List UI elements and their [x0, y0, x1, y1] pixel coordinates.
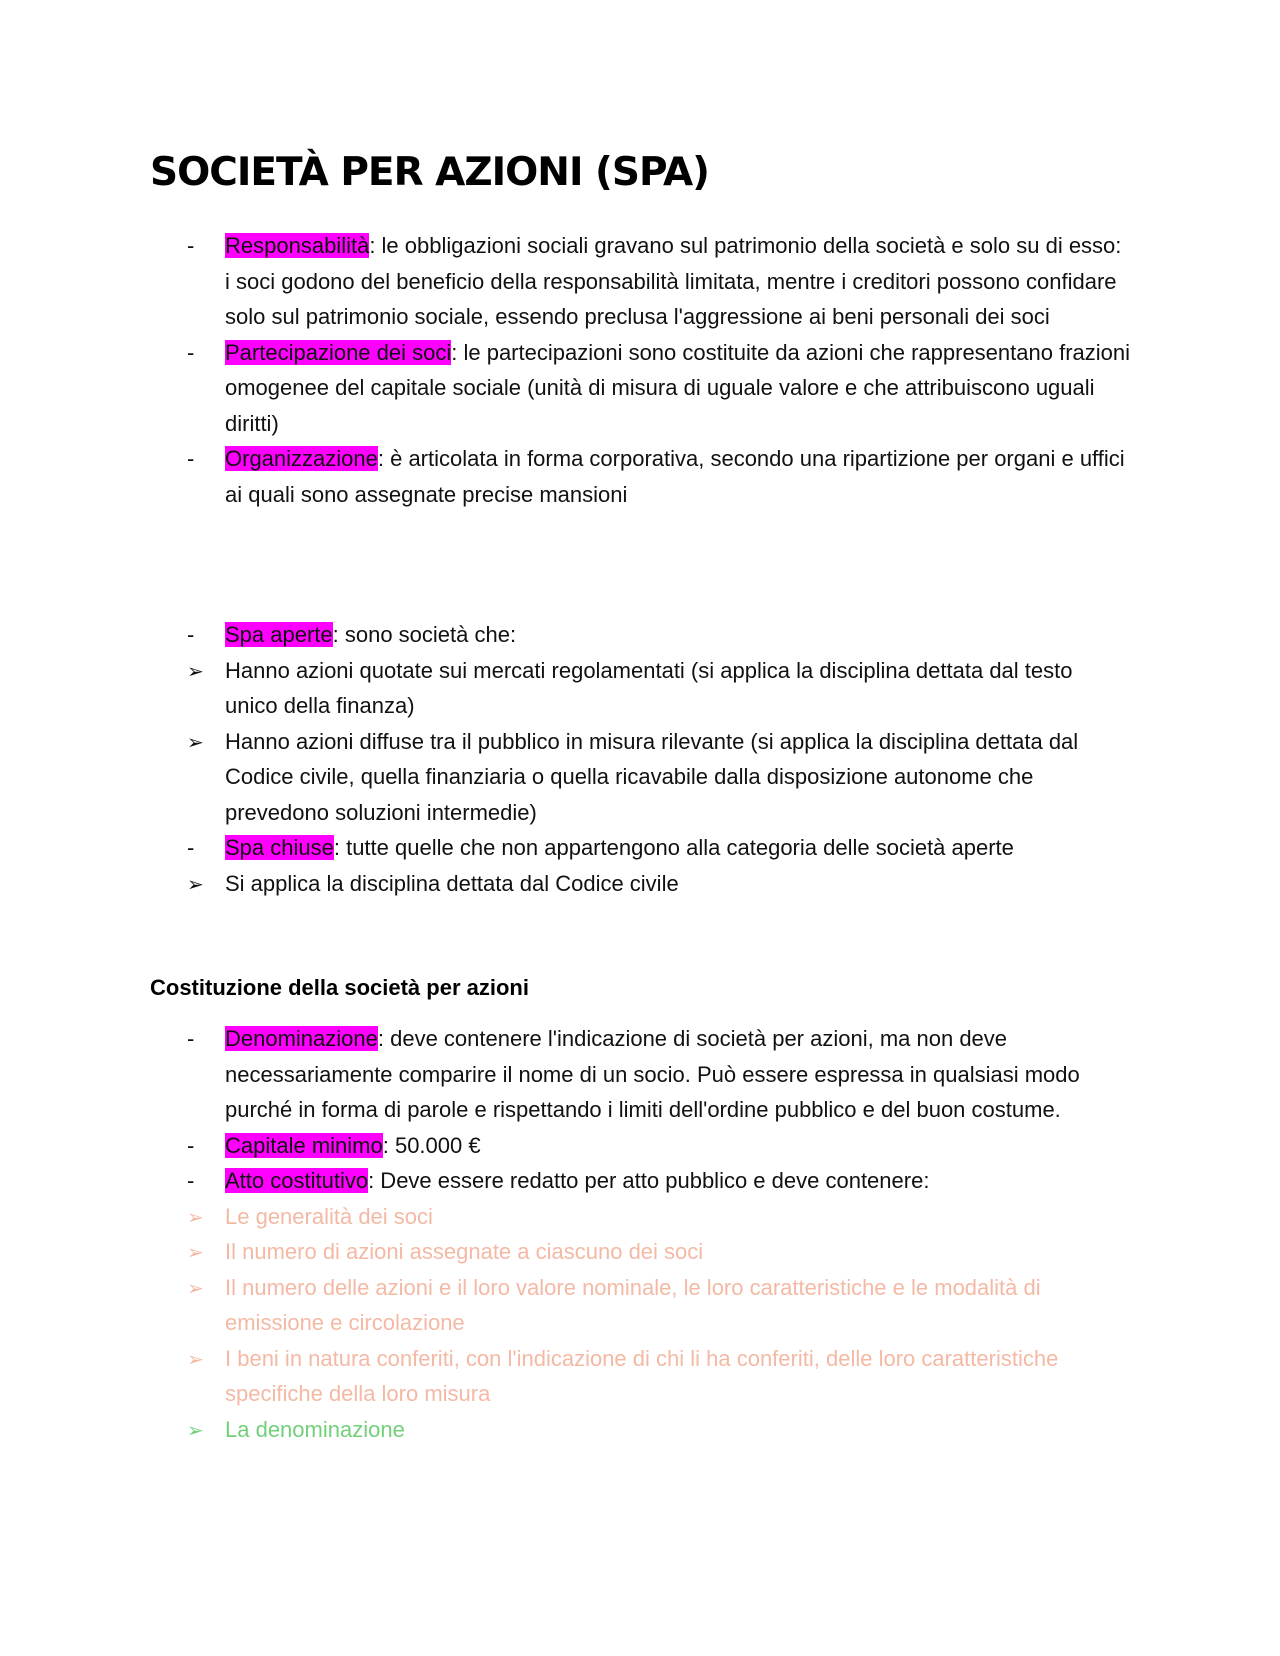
item-text: Il numero delle azioni e il loro valore nominale, le loro caratteristiche e le modalità di emissione e circolazione [225, 1274, 1041, 1335]
item-text: : 50.000 € [382, 1132, 481, 1158]
item-text: Il numero di azioni assegnate a ciascuno dei soci [225, 1239, 704, 1264]
dash-bullet-icon [187, 1163, 211, 1199]
highlighted-term: Spa chiuse [225, 835, 334, 860]
list-item [150, 1234, 1130, 1270]
item-text: La denominazione [225, 1416, 405, 1442]
highlighted-term: Responsabilità [225, 233, 370, 258]
list-item [150, 1341, 1130, 1412]
item-text: Le generalità dei soci [225, 1203, 433, 1229]
arrow-bullet-icon [187, 1341, 211, 1379]
item-text: : sono società che: [332, 622, 517, 647]
arrow-bullet-icon [187, 866, 211, 904]
dash-bullet-icon [187, 441, 211, 477]
dash-bullet-icon [187, 830, 211, 866]
item-text: : è articolata in forma corporativa, secondo una ripartizione per organi e uffici ai quali sono assegnate precise mansioni [225, 446, 1125, 507]
list-item [150, 335, 1130, 442]
section-heading: Costituzione della società per azioni [150, 975, 529, 1000]
list-item [150, 653, 1130, 724]
item-text: I beni in natura conferiti, con l'indicazione di chi li ha conferiti, delle loro caratteristiche specifiche della loro misura [225, 1345, 1059, 1406]
arrow-bullet-icon [187, 1270, 211, 1308]
highlighted-term: Partecipazione dei soci [225, 339, 452, 365]
list-item [150, 441, 1130, 512]
item-text: : Deve essere redatto per atto pubblico e deve contenere: [368, 1168, 930, 1193]
list-item [150, 1412, 1130, 1448]
item-text: : le partecipazioni sono costituite da azioni che rappresentano frazioni omogenee del capitale sociale (unità di misura di uguale valore e che attribuiscono uguali diritti) [225, 339, 1130, 436]
list-item [150, 1163, 1130, 1199]
arrow-bullet-icon [187, 724, 211, 762]
highlighted-term: Capitale minimo [225, 1132, 383, 1158]
dash-bullet-icon [187, 1128, 211, 1164]
arrow-bullet-icon [187, 1199, 211, 1237]
characteristics-list [150, 228, 1130, 512]
list-item [150, 866, 1130, 902]
list-item [150, 1128, 1130, 1164]
item-text: Hanno azioni diffuse tra il pubblico in misura rilevante (si applica la disciplina dettata dal Codice civile, quella finanziaria o quella ricavabile dalla disposizione autonome che prevedono soluzioni intermedie) [225, 728, 1079, 825]
arrow-bullet-icon [187, 1412, 211, 1450]
list-item [150, 1021, 1130, 1128]
item-text: Hanno azioni quotate sui mercati regolamentati (si applica la disciplina dettata dal testo unico della finanza) [225, 657, 1073, 718]
dash-bullet-icon [187, 1021, 211, 1057]
item-text: : deve contenere l'indicazione di società per azioni, ma non deve necessariamente comparire il nome di un socio. Può essere espressa in qualsiasi modo purché in forma di parole e rispettando i limiti dell'ordine pubblico e del buon costume. [225, 1026, 1080, 1122]
list-item [150, 1199, 1130, 1235]
item-text: : tutte quelle che non appartengono alla categoria delle società aperte [333, 835, 1014, 860]
list-item [150, 830, 1130, 866]
arrow-bullet-icon [187, 1234, 211, 1272]
spa-types-list [150, 617, 1130, 901]
list-item [150, 1270, 1130, 1341]
item-text: : le obbligazioni sociali gravano sul patrimonio della società e solo su di esso: i soci godono del beneficio della responsabilità limitata, mentre i creditori possono confidare solo sul patrimonio sociale, essendo preclusa l'aggressione ai beni personali dei soci [225, 233, 1122, 329]
dash-bullet-icon [187, 335, 211, 371]
highlighted-term: Spa aperte [225, 622, 333, 647]
list-item [150, 724, 1130, 831]
constitution-list [150, 1021, 1130, 1447]
list-item [150, 617, 1130, 653]
highlighted-term: Atto costitutivo [225, 1168, 369, 1193]
highlighted-term: Denominazione [225, 1026, 378, 1051]
page-title: SOCIETÀ PER AZIONI (SPA) [150, 150, 709, 195]
dash-bullet-icon [187, 617, 211, 653]
arrow-bullet-icon [187, 653, 211, 691]
dash-bullet-icon [187, 228, 211, 264]
highlighted-term: Organizzazione [225, 446, 378, 471]
item-text: Si applica la disciplina dettata dal Codice civile [225, 870, 679, 896]
list-item [150, 228, 1130, 335]
